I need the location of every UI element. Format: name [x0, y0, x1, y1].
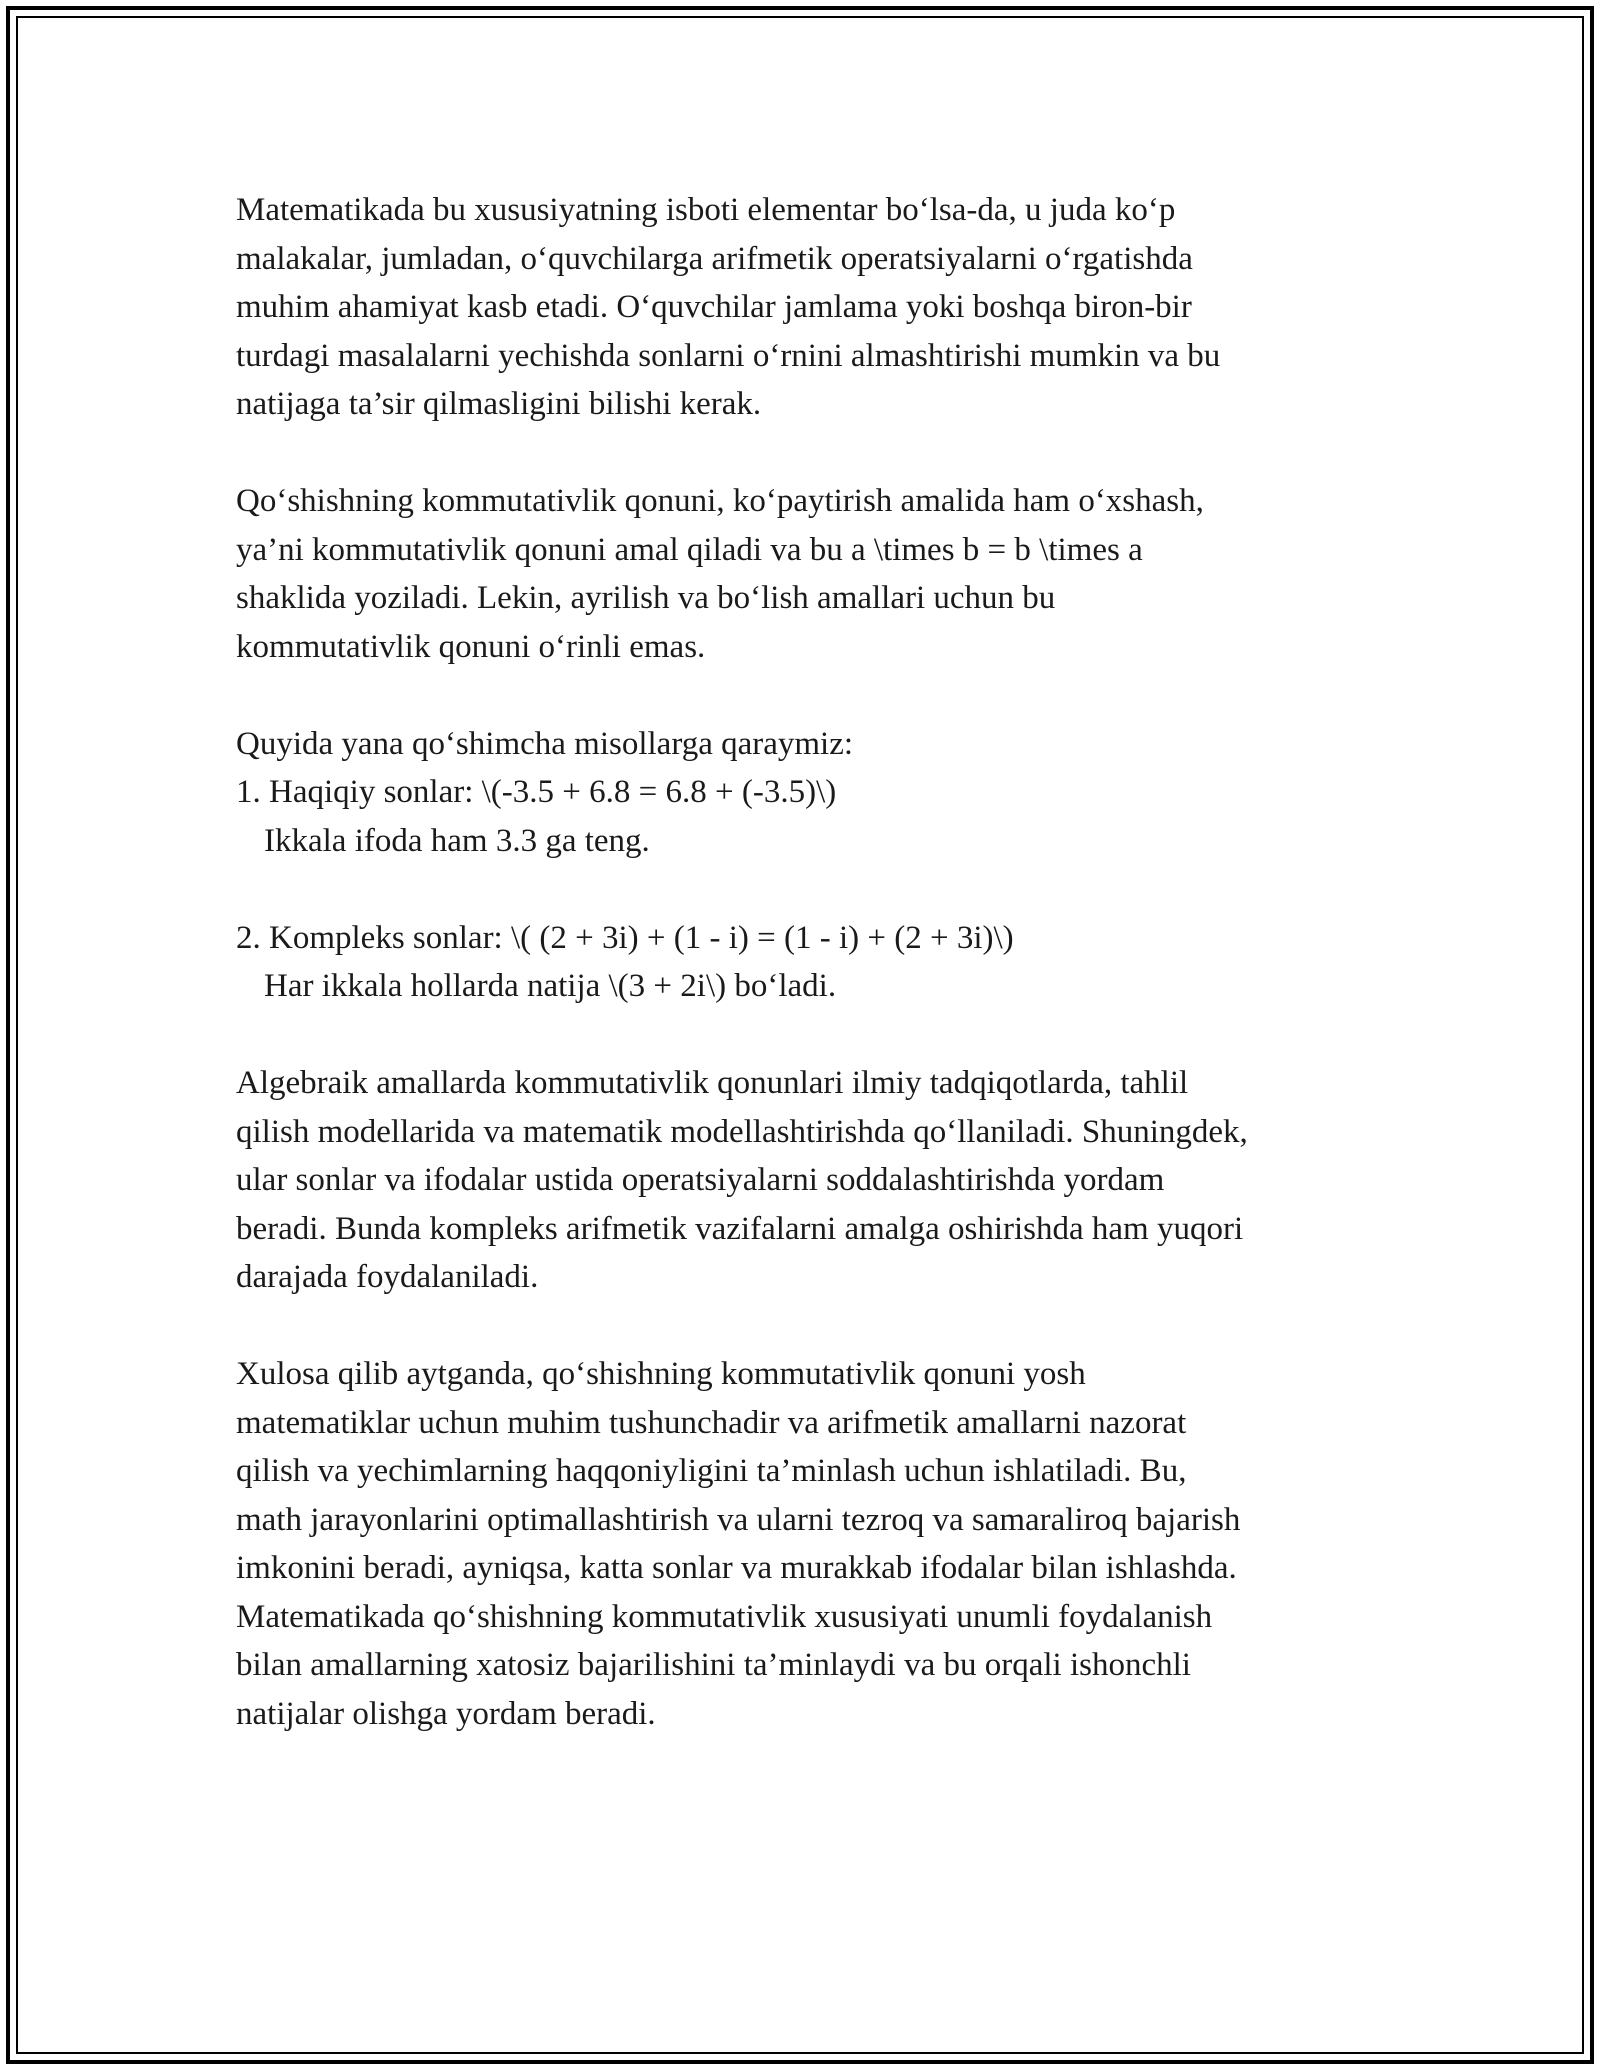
paragraph-example-2 — [236, 914, 1366, 1011]
text-line: shaklida yoziladi. Lekin, ayrilish va bo‘lish amallari uchun bu — [236, 580, 1056, 616]
text-line: beradi. Bunda kompleks arifmetik vazifalarni amalga oshirishda ham yuqori — [236, 1210, 1244, 1247]
text-line: Xulosa qilib aytganda, qo‘shishning kommutativlik qonuni yosh — [236, 1356, 1086, 1392]
text-line: natijalar olishga yordam beradi. — [236, 1695, 656, 1732]
example-item-2-note: Har ikkala hollarda natija \(3 + 2i\) bo‘ladi. — [264, 968, 837, 1004]
example-item-1: 1. Haqiqiy sonlar: \(-3.5 + 6.8 = 6.8 + (-3.5)\) — [236, 774, 837, 810]
text-line: bilan amallarning xatosiz bajarilishini ta’minlaydi va bu orqali ishonchli — [236, 1647, 1191, 1683]
text-line: qilish va yechimlarning haqqoniyligini ta’minlash uchun ishlatiladi. Bu, — [236, 1453, 1187, 1489]
paragraph-5 — [236, 1059, 1366, 1302]
document-body — [236, 186, 1366, 1787]
text-line: natijaga ta’sir qilmasligini bilishi kerak. — [236, 386, 762, 422]
text-line: matematiklar uchun muhim tushunchadir va arifmetik amallarni nazorat — [236, 1404, 1187, 1441]
text-line: turdagi masalalarni yechishda sonlarni o‘rnini almashtirishi mumkin va bu — [236, 337, 1221, 374]
text-line: Matematikada qo‘shishning kommutativlik xususiyati unumli foydalanish — [236, 1598, 1213, 1635]
text-line: imkonini beradi, ayniqsa, katta sonlar va murakkab ifodalar bilan ishlashda. — [236, 1550, 1237, 1586]
text-line: ya’ni kommutativlik qonuni amal qiladi va bu a \times b = b \times a — [236, 531, 1143, 568]
text-line: Qo‘shishning kommutativlik qonuni, ko‘paytirish amalida ham o‘xshash, — [236, 483, 1204, 519]
paragraph-1 — [236, 186, 1366, 429]
text-line: Algebraik amallarda kommutativlik qonunlari ilmiy tadqiqotlarda, tahlil — [236, 1065, 1189, 1101]
paragraph-2 — [236, 477, 1366, 671]
text-line: Matematikada bu xususiyatning isboti elementar bo‘lsa-da, u juda ko‘p — [236, 192, 1176, 228]
paragraph-examples-intro — [236, 720, 1366, 866]
example-item-1-note: Ikkala ifoda ham 3.3 ga teng. — [264, 822, 650, 859]
text-line: ular sonlar va ifodalar ustida operatsiyalarni soddalashtirishda yordam — [236, 1162, 1165, 1198]
text-line: malakalar, jumladan, o‘quvchilarga arifmetik operatsiyalarni o‘rgatishda — [236, 240, 1193, 277]
text-line: math jarayonlarini optimallashtirish va ularni tezroq va samaraliroq bajarish — [236, 1501, 1241, 1538]
example-item-2: 2. Kompleks sonlar: \( (2 + 3i) + (1 - i) = (1 - i) + (2 + 3i)\) — [236, 919, 1014, 956]
text-line: qilish modellarida va matematik modellashtirishda qo‘llaniladi. Shuningdek, — [236, 1113, 1248, 1150]
paragraph-6 — [236, 1350, 1366, 1738]
examples-intro: Quyida yana qo‘shimcha misollarga qaraymiz: — [236, 725, 854, 762]
text-line: kommutativlik qonuni o‘rinli emas. — [236, 628, 706, 665]
text-line: darajada foydalaniladi. — [236, 1259, 539, 1295]
text-line: muhim ahamiyat kasb etadi. O‘quvchilar jamlama yoki boshqa biron-bir — [236, 289, 1192, 325]
